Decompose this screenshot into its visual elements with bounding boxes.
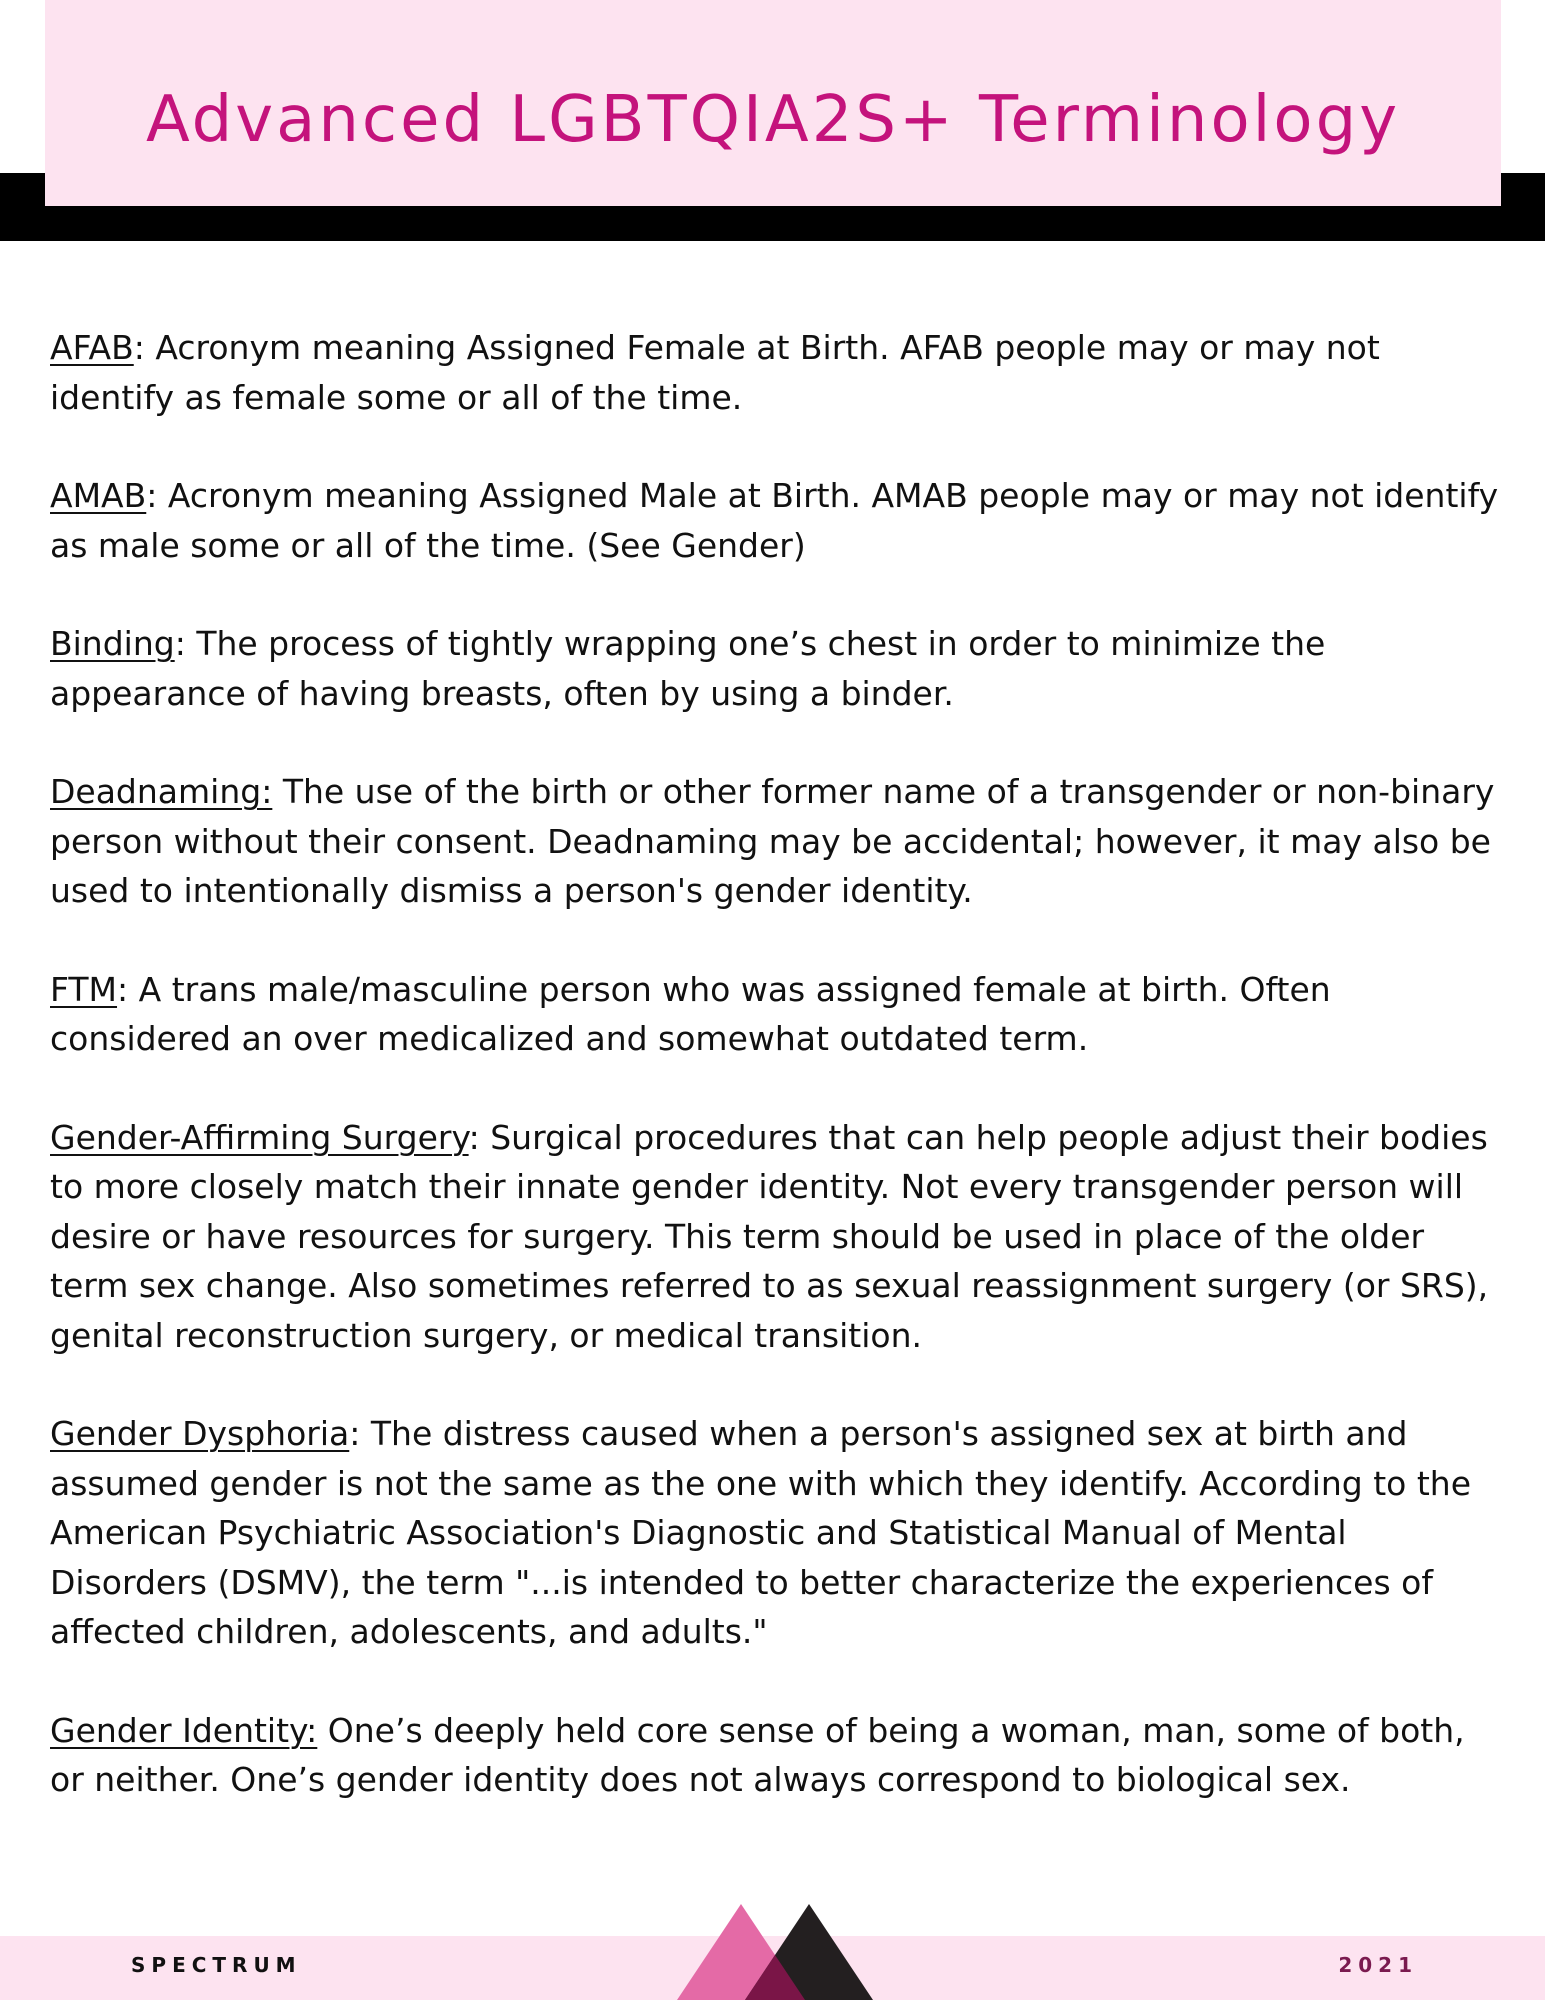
term-name: Binding [50,624,175,663]
term-definition: Surgical procedures that can help people adjust their bodies to more closely match their innate gender identity. Not every transgender person will desire or have resources for surgery. This term should be used in place of the older term sex change. Also sometimes referred to as sexual reassignment surgery (or SRS), genital reconstruction surgery, or medical transition. [50,1117,1489,1355]
term-definition: The process of tightly wrapping one’s chest in order to minimize the appearance of having breasts, often by using a binder. [50,624,1326,713]
term-name: Gender Identity: [50,1710,318,1750]
term-definition: Acronym meaning Assigned Male at Birth. AMAB people may or may not identify as male some or all of the time. (See Gender) [50,476,1499,565]
term-entry-gender-identity [50,1706,1500,1805]
term-definition: Acronym meaning Assigned Female at Birth. AFAB people may or may not identify as female some or all of the time. [50,328,1380,417]
term-separator: : [117,969,129,1009]
term-name: Deadnaming: [50,772,273,811]
term-entry-ftm [50,965,1500,1064]
term-entry-gender-affirming-surgery [50,1113,1500,1361]
footer-brand: SPECTRUM [131,1953,302,1977]
term-name: AFAB [50,328,134,367]
term-definition: A trans male/masculine person who was assigned female at birth. Often considered an over medicalized and somewhat outdated term. [50,969,1331,1058]
term-separator: : [349,1414,361,1453]
term-entry-amab [50,471,1500,570]
terms-list [50,323,1500,1854]
term-definition: The distress caused when a person's assigned sex at birth and assumed gender is not the same as the one with which they identify. According to the American Psychiatric Association's Diagnostic and Statistical Manual of Mental Disorders (DSMV), the term "...is intended to better characterize the experiences of affected children, adolescents, and adults." [50,1414,1471,1651]
term-name: AMAB [50,476,147,515]
term-name: Gender-Affirming Surgery [50,1117,469,1157]
term-definition: One’s deeply held core sense of being a woman, man, some of both, or neither. One’s gender identity does not always correspond to biological sex. [50,1710,1465,1799]
term-entry-afab [50,323,1500,422]
term-separator: : [174,624,186,663]
term-separator: : [146,476,158,515]
term-separator: : [133,328,145,367]
term-entry-binding [50,619,1500,718]
term-entry-gender-dysphoria [50,1409,1500,1657]
page-title: Advanced LGBTQIA2S+ Terminology [145,83,1401,157]
footer-year: 2021 [1338,1953,1418,1977]
term-definition: The use of the birth or other former name of a transgender or non-binary person without their consent. Deadnaming may be accidental; however, it may also be used to intentionally dismiss a person's gender identity. [50,772,1495,910]
term-separator: : [468,1117,480,1157]
term-name: FTM [50,969,118,1009]
header-banner [45,0,1501,206]
term-entry-deadnaming [50,767,1500,916]
triangles-logo-icon [677,1904,873,2000]
term-name: Gender Dysphoria [50,1414,350,1453]
